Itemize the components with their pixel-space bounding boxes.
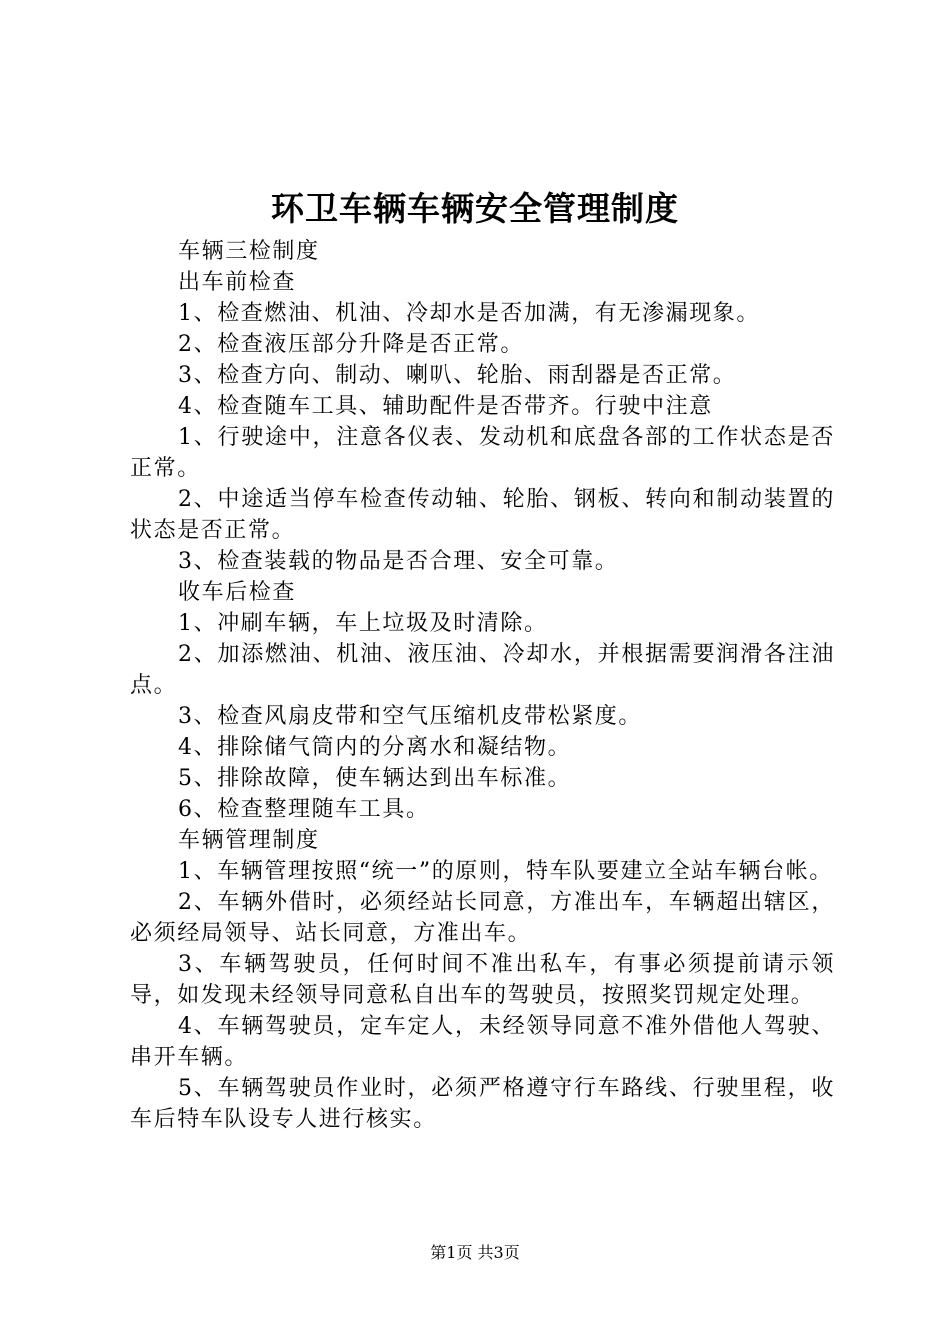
paragraph: 3、检查装载的物品是否合理、安全可靠。 bbox=[178, 549, 619, 574]
paragraph: 4、排除储气筒内的分离水和凝结物。 bbox=[178, 735, 572, 760]
document-title: 环卫车辆车辆安全管理制度 bbox=[271, 189, 679, 228]
paragraph: 1、检查燃油、机油、冷却水是否加满，有无渗漏现象。 bbox=[178, 301, 760, 326]
paragraph: 5、排除故障，使车辆达到出车标准。 bbox=[178, 766, 572, 791]
document-body bbox=[130, 236, 835, 1135]
paragraph: 5、车辆驾驶员作业时，必须严格遵守行车路线、行驶里程，收车后特车队设专人进行核实。 bbox=[130, 1076, 835, 1132]
sub-heading: 出车前检查 bbox=[178, 270, 297, 295]
paragraph: 3、检查风扇皮带和空气压缩机皮带松紧度。 bbox=[178, 704, 642, 729]
paragraph: 2、检查液压部分升降是否正常。 bbox=[178, 332, 524, 357]
paragraph: 3、检查方向、制动、喇叭、轮胎、雨刮器是否正常。 bbox=[178, 363, 737, 388]
sub-heading: 收车后检查 bbox=[178, 580, 297, 605]
paragraph: 1、车辆管理按照“统一”的原则，特车队要建立全站车辆台帐。 bbox=[178, 859, 833, 884]
paragraph: 2、中途适当停车检查传动轴、轮胎、钢板、转向和制动装置的状态是否正常。 bbox=[130, 487, 835, 543]
section-heading: 车辆三检制度 bbox=[178, 239, 320, 264]
paragraph: 1、行驶途中，注意各仪表、发动机和底盘各部的工作状态是否正常。 bbox=[130, 425, 835, 481]
paragraph: 6、检查整理随车工具。 bbox=[178, 797, 430, 822]
paragraph: 4、检查随车工具、辅助配件是否带齐。行驶中注意 bbox=[178, 394, 713, 419]
paragraph: 2、车辆外借时，必须经站长同意，方准出车，车辆超出辖区，必须经局领导、站长同意，方准出车。 bbox=[130, 890, 835, 946]
paragraph: 3、车辆驾驶员，任何时间不准出私车，有事必须提前请示领导，如发现未经领导同意私自出车的驾驶员，按照奖罚规定处理。 bbox=[130, 952, 835, 1008]
page-footer: 第1页 共3页 bbox=[430, 1243, 520, 1262]
paragraph: 2、加添燃油、机油、液压油、冷却水，并根据需要润滑各注油点。 bbox=[130, 642, 835, 698]
paragraph: 1、冲刷车辆，车上垃圾及时清除。 bbox=[178, 611, 548, 636]
paragraph: 4、车辆驾驶员，定车定人，未经领导同意不准外借他人驾驶、串开车辆。 bbox=[130, 1014, 835, 1070]
section-heading: 车辆管理制度 bbox=[178, 828, 320, 853]
